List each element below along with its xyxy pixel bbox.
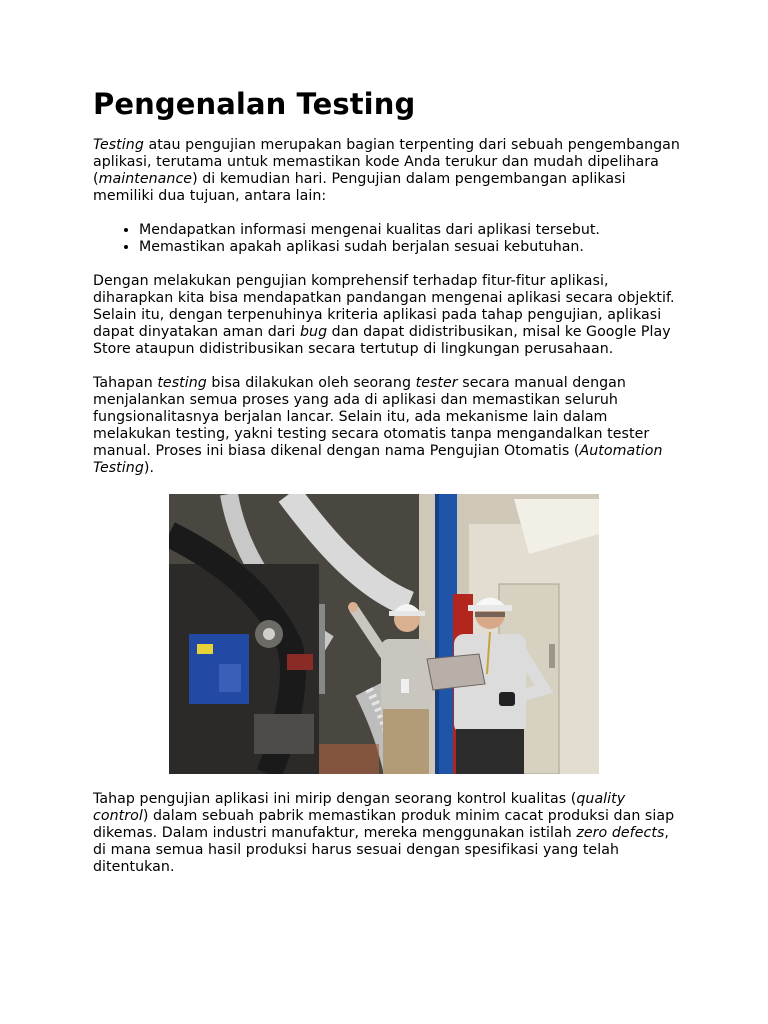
text-run: Tahap pengujian aplikasi ini mirip dengan seorang kontrol kualitas ( — [93, 791, 577, 807]
text-run: ) di kemudian hari. Pengujian dalam pengembangan aplikasi memiliki dua tujuan, antara lain: — [93, 171, 626, 204]
paragraph-testing-stages — [93, 375, 683, 477]
text-run: bisa dilakukan oleh seorang — [206, 375, 416, 391]
list-item: • Memastikan apakah aplikasi sudah berjalan sesuai kebutuhan. — [139, 239, 683, 256]
photo-illustration — [169, 494, 599, 774]
text-run: Tahapan — [93, 375, 158, 391]
paragraph-benefits — [93, 273, 683, 358]
document-body — [93, 86, 683, 876]
emphasis: Automation Testing — [93, 443, 663, 476]
emphasis: Testing — [93, 137, 144, 153]
goals-list — [93, 222, 683, 256]
page-title: Pengenalan Testing — [93, 87, 416, 121]
emphasis: quality control — [93, 791, 626, 824]
text-run: dan dapat didistribusikan, misal ke Google Play Store ataupun didistribusikan secara tertutup di lingkungan perusahaan. — [93, 324, 671, 357]
paragraph-quality-control — [93, 791, 683, 876]
text-run: ). — [143, 460, 155, 476]
text-run: secara manual dengan menjalankan semua proses yang ada di aplikasi dan memastikan seluruh fungsionalitasnya berjalan lancar. Selain itu, ada mekanisme lain dalam melakukan testing, yakni testing secara otomatis tanpa mengandalkan tester manual. Proses ini biasa dikenal dengan nama Pengujian Otomatis ( — [93, 375, 650, 459]
text-run: atau pengujian merupakan bagian terpenting dari sebuah pengembangan aplikasi, terutama untuk memastikan kode Anda terukur dan mudah dipelihara ( — [93, 137, 680, 187]
emphasis: bug — [299, 324, 328, 340]
paragraph-intro — [93, 137, 683, 205]
text-run: , di mana semua hasil produksi harus sesuai dengan spesifikasi yang telah ditentukan. — [93, 825, 669, 875]
text-run: Dengan melakukan pengujian komprehensif terhadap fitur-fitur aplikasi, diharapkan kita bisa mendapatkan pandangan mengenai aplikasi secara objektif. Selain itu, dengan terpenuhinya kriteria aplikasi pada tahap pengujian, aplikasi dapat dinyatakan aman dari — [93, 273, 675, 340]
emphasis: testing — [157, 375, 207, 391]
list-item: • Mendapatkan informasi mengenai kualitas dari aplikasi tersebut. — [139, 222, 683, 239]
emphasis: maintenance — [98, 171, 193, 187]
emphasis: zero defects — [576, 825, 665, 841]
emphasis: tester — [415, 375, 458, 391]
text-run: ) dalam sebuah pabrik memastikan produk minim cacat produksi dan siap dikemas. Dalam industri manufaktur, mereka menggunakan istilah — [93, 808, 675, 841]
factory-inspection-photo — [169, 494, 599, 774]
